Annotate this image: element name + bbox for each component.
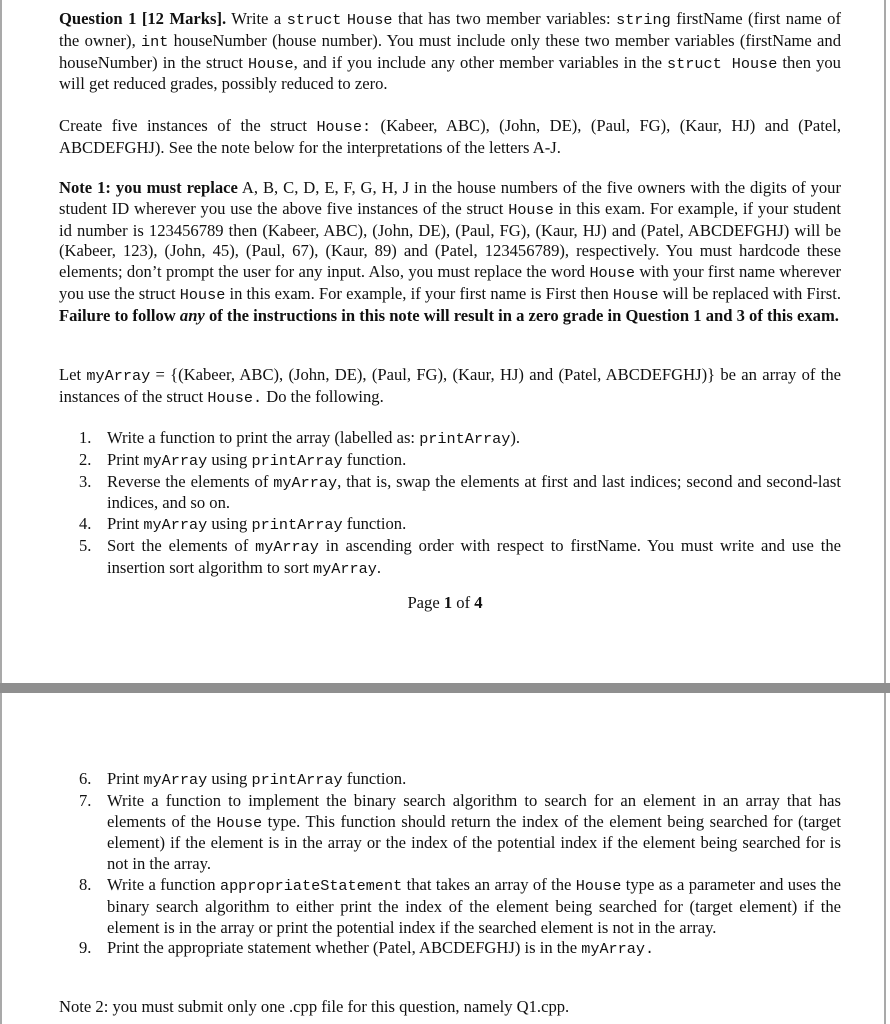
page-number: Page 1 of 4 — [407, 593, 483, 612]
list-item: 1. Write a function to print the array (labelled as: printArray). — [79, 428, 521, 448]
page-separator — [0, 683, 890, 693]
task-list-2 — [59, 769, 841, 960]
exam-page-2 — [0, 693, 886, 1024]
list-item: 4. Print myArray using printArray function. — [79, 514, 407, 535]
list-item: 7. Write a function to implement the binary search algorithm to search for an element in an array that has elements of the House type. This function should return the index of the element being searched for (target element) if the element is in the array or the index of the potential index if the element being searched for is not in the array. — [79, 790, 841, 874]
question-heading: Question 1 [12 Marks]. — [59, 9, 227, 28]
list-item: 6. Print myArray using printArray function. — [79, 769, 407, 789]
task-list-1 — [59, 428, 841, 580]
list-item: 3. Reverse the elements of myArray, that is, swap the elements at first and last indices; second and second-last indices, and so on. — [79, 471, 841, 513]
note-2-paragraph: Note 2: you must submit only one .cpp file for this question, namely Q1.cpp. — [59, 997, 570, 1016]
list-item: 8. Write a function appropriateStatement that takes an array of the House type as a parameter and uses the binary search algorithm to either print the index of the element being searched for (target element) if the element is in the array or print the potential index if the searched element is not in the array. — [79, 874, 842, 937]
list-item: 5. Sort the elements of myArray in ascending order with respect to firstName. You must write and use the insertion sort algorithm to sort myArray. — [79, 535, 841, 578]
create-instances-paragraph: Create five instances of the struct House: (Kabeer, ABC), (John, DE), (Paul, FG), (Kaur, HJ) and (Patel, ABCDEFGHJ). See the note below for the interpretations of the letters A-J. — [59, 116, 841, 157]
note-1-paragraph: Note 1: you must replace A, B, C, D, E, F, G, H, J in the house numbers of the five owners with the digits of your student ID wherever you use the above five instances of the struct House in this exam. For example, if your student id number is 123456789 then (Kabeer, ABC), (John, DE), (Paul, FG), (Kaur, HJ) and (Patel, ABCDEFGHJ) will be (Kabeer, 123), (John, 45), (Paul, 67), (Kaur, 89) and (Patel, 123456789), respectively. You must hardcode these elements; don’t prompt the user for any input. Also, you must replace the word House with your first name wherever you use the struct House in this exam. For example, if your first name is First then House will be replaced with First. Failure to follow any of the instructions in this note will result in a zero grade in Question 1 and 3 of this exam. — [59, 178, 842, 325]
list-item: 9. Print the appropriate statement whether (Patel, ABCDEFGHJ) is in the myArray. — [79, 938, 655, 959]
question-1-paragraph: Question 1 [12 Marks]. Write a struct House that has two member variables: string firstName (first name of the owner), int houseNumber (house number). You must include only these two member variables (firstName and houseNumber) in the struct House, and if you include any other member variables in the struct House then you will get reduced grades, possibly reduced to zero. — [59, 9, 842, 94]
let-myarray-paragraph: Let myArray = {(Kabeer, ABC), (John, DE), (Paul, FG), (Kaur, HJ) and (Patel, ABCDEFGHJ)} be an array of the instances of the struct House. Do the following. — [59, 365, 841, 407]
list-item: 2. Print myArray using printArray function. — [79, 449, 407, 470]
